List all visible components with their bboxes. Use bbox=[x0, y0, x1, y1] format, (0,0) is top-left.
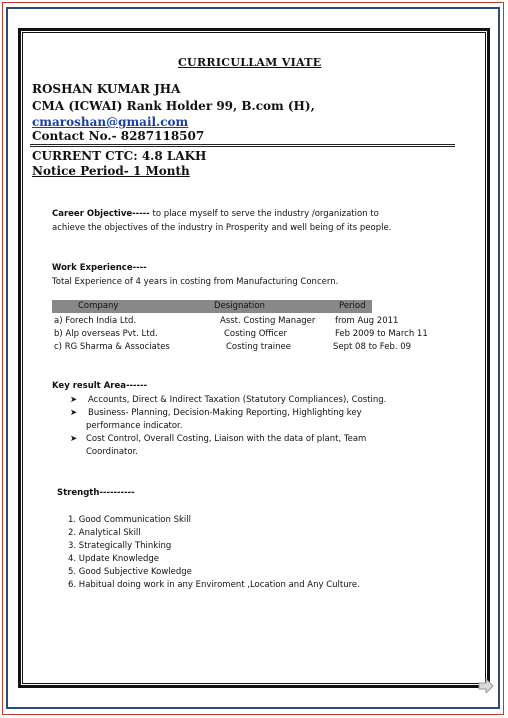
key-result-item: Accounts, Direct & Indirect Taxation (Statutory Compliances), Costing. bbox=[88, 395, 387, 405]
career-objective-label: Career Objective----- bbox=[52, 209, 150, 219]
divider-bottom bbox=[30, 146, 455, 147]
document-title: CURRICULLAM VIATE bbox=[178, 56, 322, 69]
key-result-item-cont: Coordinator. bbox=[86, 447, 138, 457]
strength-item: 5. Good Subjective Kowledge bbox=[68, 567, 192, 577]
divider-top bbox=[30, 144, 455, 145]
strength-item: 3. Strategically Thinking bbox=[68, 541, 172, 551]
strength-item: 6. Habitual doing work in any Enviroment ,Location and Any Culture. bbox=[68, 580, 360, 590]
table-row-period: from Aug 2011 bbox=[335, 316, 399, 326]
strength-label: Strength---------- bbox=[57, 488, 135, 498]
table-row-designation: Costing Officer bbox=[224, 329, 288, 339]
column-designation: Designation bbox=[214, 301, 265, 311]
column-period: Period bbox=[339, 301, 366, 311]
key-result-item-cont: performance indicator. bbox=[86, 421, 183, 431]
column-company: Company bbox=[78, 301, 119, 311]
strength-item: 4. Update Knowledge bbox=[68, 554, 160, 564]
table-row-company: a) Forech India Ltd. bbox=[54, 316, 137, 326]
key-result-item: Cost Control, Overall Costing, Liaison with the data of plant, Team bbox=[86, 434, 367, 444]
table-row-company: c) RG Sharma & Associates bbox=[54, 342, 170, 352]
key-result-item: Business- Planning, Decision-Making Reporting, Highlighting key bbox=[88, 408, 362, 418]
table-row-period: Sept 08 to Feb. 09 bbox=[333, 342, 412, 352]
career-objective-text: to place myself to serve the industry /organization to bbox=[149, 209, 379, 219]
bullet-arrow-icon: ➤ bbox=[70, 434, 78, 444]
table-row-company: b) Alp overseas Pvt. Ltd. bbox=[54, 329, 158, 339]
contact-number: Contact No.- 8287118507 bbox=[32, 129, 205, 143]
bullet-arrow-icon: ➤ bbox=[70, 408, 78, 418]
table-row-period: Feb 2009 to March 11 bbox=[335, 329, 428, 339]
qualification: CMA (ICWAI) Rank Holder 99, B.com (H), bbox=[32, 99, 315, 113]
work-experience-label: Work Experience---- bbox=[52, 263, 147, 273]
table-row-designation: Asst. Costing Manager bbox=[220, 316, 316, 326]
strength-item: 1. Good Communication Skill bbox=[68, 515, 191, 525]
total-experience: Total Experience of 4 years in costing from Manufacturing Concern. bbox=[52, 277, 339, 287]
notice-period: Notice Period- 1 Month bbox=[32, 164, 190, 178]
career-objective bbox=[52, 209, 379, 219]
current-ctc: CURRENT CTC: 4.8 LAKH bbox=[32, 149, 207, 163]
bullet-arrow-icon: ➤ bbox=[70, 395, 78, 405]
arrow-right-icon[interactable] bbox=[478, 679, 494, 693]
candidate-name: ROSHAN KUMAR JHA bbox=[32, 82, 181, 96]
key-result-label: Key result Area------ bbox=[52, 381, 148, 391]
email-link[interactable]: cmaroshan@gmail.com bbox=[32, 115, 189, 129]
career-objective-text-2: achieve the objectives of the industry in Prosperity and well being of its people. bbox=[52, 223, 392, 233]
strength-item: 2. Analytical Skill bbox=[68, 528, 141, 538]
table-row-designation: Costing trainee bbox=[226, 342, 291, 352]
